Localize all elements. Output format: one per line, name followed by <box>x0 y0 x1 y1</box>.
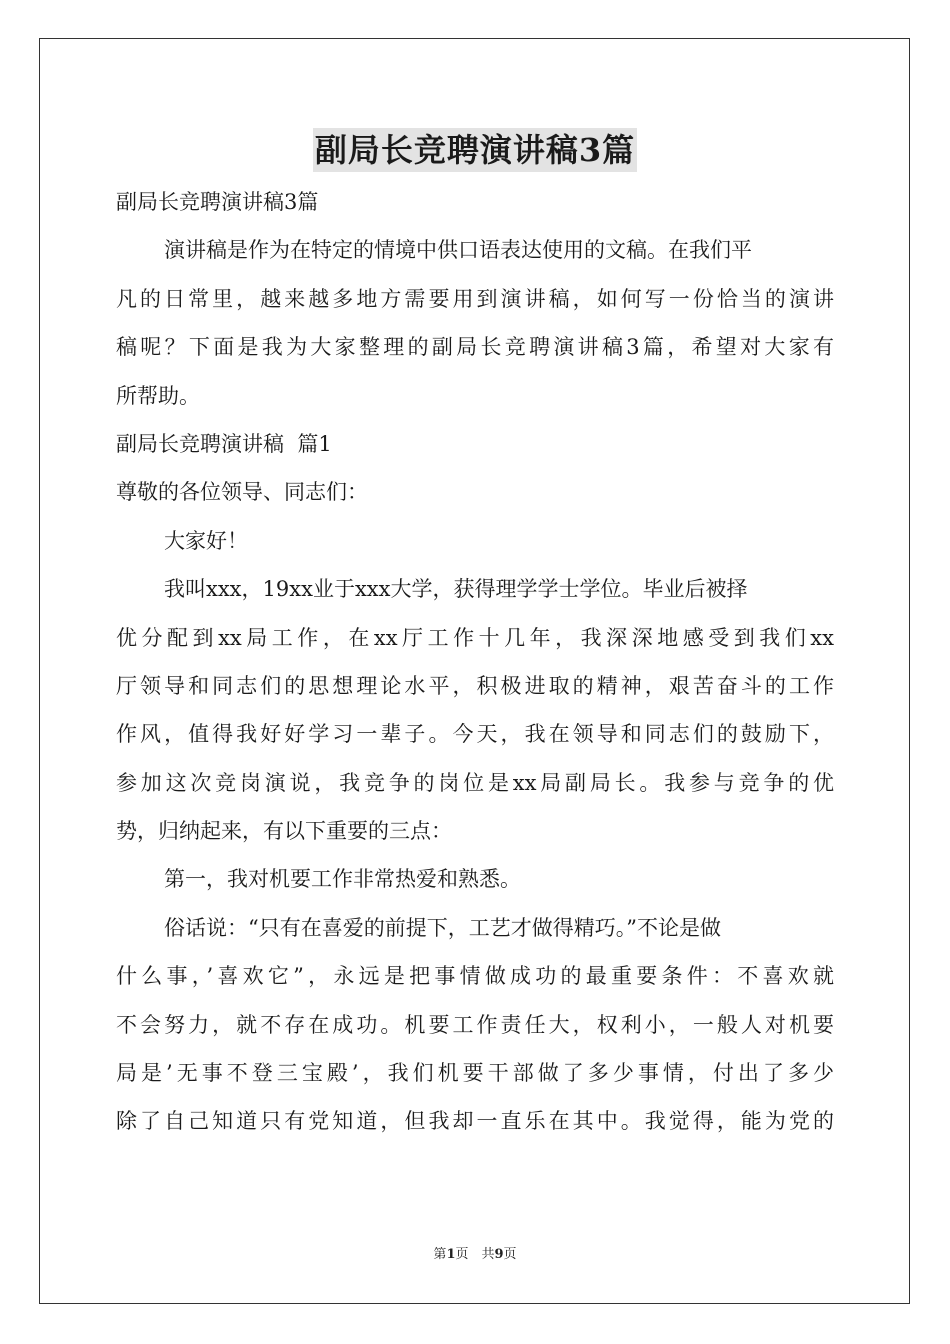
paragraph-line: 不会努力，就不存在成功。机要工作责任大，权利小，一般人对机要 <box>116 1012 834 1037</box>
paragraph-line: 第一，我对机要工作非常热爱和熟悉。 <box>164 867 521 892</box>
title-container <box>0 128 950 172</box>
footer-prefix: 第 <box>433 1247 447 1262</box>
footer-mid: 页 共 <box>455 1247 495 1262</box>
page-total: 9 <box>494 1247 504 1262</box>
footer-suffix: 页 <box>503 1247 517 1262</box>
section-heading: 副局长竞聘演讲稿 篇1 <box>116 431 332 456</box>
page-current: 1 <box>446 1247 456 1262</box>
paragraph-line: 厅领导和同志们的思想理论水平，积极进取的精神，艰苦奋斗的工作 <box>116 673 834 698</box>
page-footer <box>0 1246 950 1264</box>
paragraph-line: 所帮助。 <box>116 383 200 408</box>
paragraph-line: 优分配到xx局工作，在xx厅工作十几年，我深深地感受到我们xx <box>116 625 834 650</box>
salutation: 尊敬的各位领导、同志们： <box>116 480 368 505</box>
paragraph-line: 势，归纳起来，有以下重要的三点： <box>116 819 452 844</box>
paragraph-line: 作风，值得我好好学习一辈子。今天，我在领导和同志们的鼓励下， <box>116 722 834 747</box>
document-subtitle: 副局长竞聘演讲稿3篇 <box>116 190 319 214</box>
paragraph-line: 凡的日常里，越来越多地方需要用到演讲稿，如何写一份恰当的演讲 <box>116 286 834 311</box>
paragraph-line: 稿呢？下面是我为大家整理的副局长竞聘演讲稿3篇，希望对大家有 <box>116 335 834 360</box>
paragraph-line: 什么事，’喜欢它”，永远是把事情做成功的最重要条件：不喜欢就 <box>116 964 834 989</box>
paragraph-line: 局是’无事不登三宝殿’，我们机要干部做了多少事情，付出了多少 <box>116 1061 834 1086</box>
greeting: 大家好！ <box>164 528 248 553</box>
paragraph-line: 参加这次竞岗演说，我竞争的岗位是xx局副局长。我参与竞争的优 <box>116 770 834 795</box>
paragraph-line: 我叫xxx，19xx业于xxx大学，获得理学学士学位。毕业后被择 <box>164 577 748 602</box>
paragraph-line: 俗话说：“只有在喜爱的前提下，工艺才做得精巧。”不论是做 <box>164 915 721 940</box>
paragraph-line: 演讲稿是作为在特定的情境中供口语表达使用的文稿。在我们平 <box>164 238 752 263</box>
paragraph-line: 除了自己知道只有党知道，但我却一直乐在其中。我觉得，能为党的 <box>116 1109 834 1134</box>
document-body <box>116 178 834 1146</box>
document-title: 副局长竞聘演讲稿3篇 <box>313 128 637 172</box>
